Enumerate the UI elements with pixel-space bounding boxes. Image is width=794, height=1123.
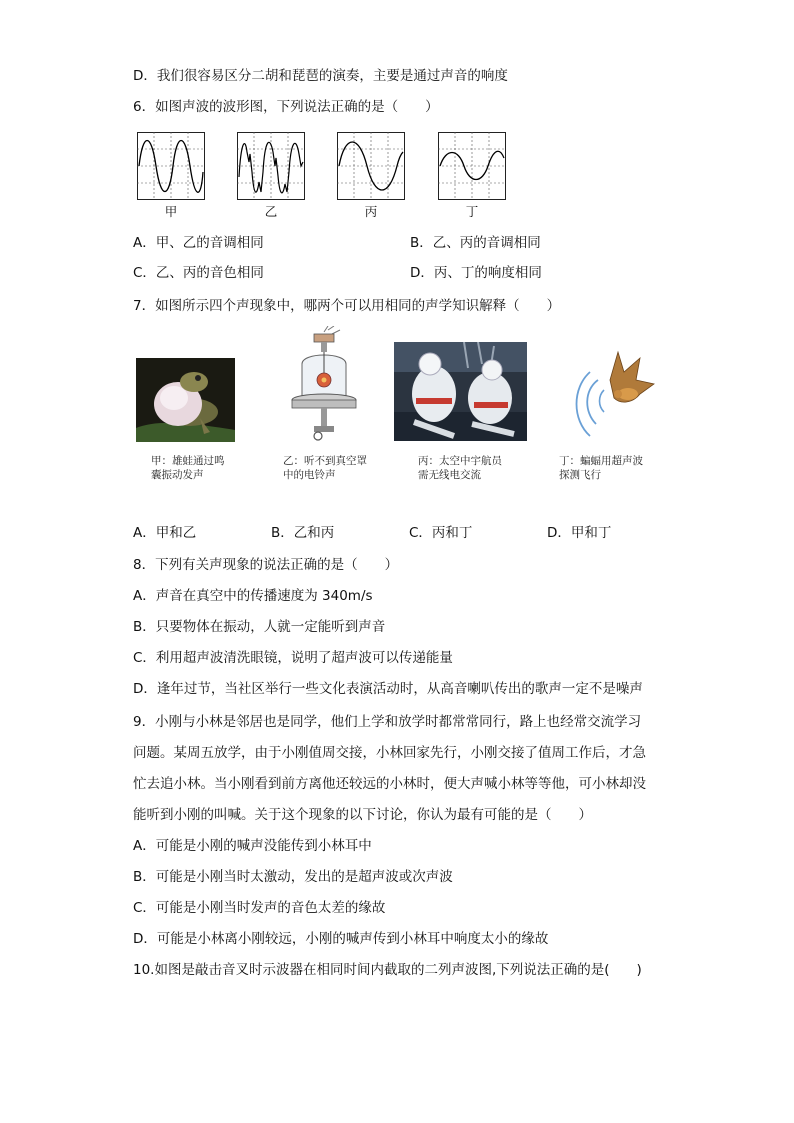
q8-stem: 8．下列有关声现象的说法正确的是（ ） xyxy=(133,557,399,573)
q9-option-c: C．可能是小刚当时发声的音色太差的缘故 xyxy=(133,900,386,916)
q8-option-b: B．只要物体在振动，人就一定能听到声音 xyxy=(133,619,386,635)
q5-option-d: D．我们很容易区分二胡和琵琶的演奏，主要是通过声音的响度 xyxy=(133,68,508,84)
caption-yi-line1: 乙：听不到真空罩 xyxy=(283,455,367,467)
bell-jar-image xyxy=(288,326,360,442)
q9-stem-line3: 忙去追小林。当小刚看到前方离他还较远的小林时，便大声喊小林等等他，可小林却没 xyxy=(133,776,646,792)
frog-image xyxy=(136,358,235,442)
caption-jia-line1: 甲：雄蛙通过鸣 xyxy=(151,455,225,467)
waveform-jia xyxy=(137,132,205,200)
caption-bing-line1: 丙：太空中宇航员 xyxy=(418,455,502,467)
q7-option-a: A．甲和乙 xyxy=(133,525,197,541)
caption-ding-line2: 探测飞行 xyxy=(559,469,601,481)
caption-ding-line1: 丁：蝙蝠用超声波 xyxy=(559,455,643,467)
q7-option-d: D．甲和丁 xyxy=(547,525,612,541)
waveform-ding xyxy=(438,132,506,200)
q9-option-b: B．可能是小刚当时太激动，发出的是超声波或次声波 xyxy=(133,869,453,885)
q6-option-a: A．甲、乙的音调相同 xyxy=(133,235,264,251)
caption-bing-line2: 需无线电交流 xyxy=(418,469,481,481)
q9-stem-line4: 能听到小刚的叫喊。关于这个现象的以下讨论，你认为最有可能的是（ ） xyxy=(133,807,592,823)
q9-stem-line1: 9．小刚与小林是邻居也是同学，他们上学和放学时都常常同行，路上也经常交流学习 xyxy=(133,714,642,730)
q10-stem: 10.如图是敲击音叉时示波器在相同时间内截取的二列声波图,下列说法正确的是( ) xyxy=(133,962,642,978)
waveform-label-yi: 乙 xyxy=(264,204,278,219)
q6-stem: 6．如图声波的波形图，下列说法正确的是（ ） xyxy=(133,99,439,115)
q6-option-b: B．乙、丙的音调相同 xyxy=(410,235,541,251)
waveform-label-jia: 甲 xyxy=(164,204,178,219)
q6-option-d: D．丙、丁的响度相同 xyxy=(410,265,542,281)
q9-option-d: D．可能是小林离小刚较远，小刚的喊声传到小林耳中响度太小的缘故 xyxy=(133,931,549,947)
q9-stem-line2: 问题。某周五放学，由于小刚值周交接，小林回家先行，小刚交接了值周工作后，才急 xyxy=(133,745,646,761)
caption-yi-line2: 中的电铃声 xyxy=(283,469,336,481)
bat-image xyxy=(570,350,656,444)
waveform-bing xyxy=(337,132,405,200)
q7-option-c: C．丙和丁 xyxy=(409,525,473,541)
q6-option-c: C．乙、丙的音色相同 xyxy=(133,265,264,281)
caption-jia-line2: 囊振动发声 xyxy=(151,469,204,481)
q7-option-b: B．乙和丙 xyxy=(271,525,335,541)
waveform-label-ding: 丁 xyxy=(465,204,479,219)
q8-option-d: D．逢年过节，当社区举行一些文化表演活动时，从高音喇叭传出的歌声一定不是噪声 xyxy=(133,681,643,697)
waveform-label-bing: 丙 xyxy=(364,204,378,219)
q9-option-a: A．可能是小刚的喊声没能传到小林耳中 xyxy=(133,838,372,854)
q8-option-c: C．利用超声波清洗眼镜，说明了超声波可以传递能量 xyxy=(133,650,453,666)
q8-option-a: A．声音在真空中的传播速度为 340m/s xyxy=(133,588,373,604)
q7-stem: 7．如图所示四个声现象中，哪两个可以用相同的声学知识解释（ ） xyxy=(133,298,561,314)
astronauts-image xyxy=(394,342,527,441)
waveform-yi xyxy=(237,132,305,200)
